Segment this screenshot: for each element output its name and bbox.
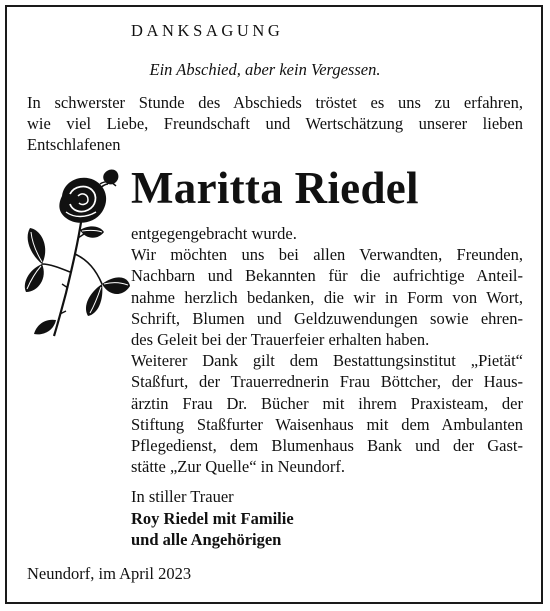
deceased-name: Maritta Riedel bbox=[131, 163, 419, 213]
body-line: des Geleit bei der Trauerfeier erhalten haben. bbox=[131, 329, 430, 349]
body-line: Schrift, Blumen und Geldzuwendungen sowie ehren- bbox=[131, 308, 523, 328]
notice-subheading: Ein Abschied, aber kein Vergessen. bbox=[149, 60, 381, 79]
body-line: entgegengebracht wurde. bbox=[131, 224, 297, 243]
intro-paragraph bbox=[27, 92, 523, 155]
body-line: Weiterer Dank gilt dem Bestattungsinstitut „Pietät“ bbox=[131, 351, 523, 371]
signature-block bbox=[131, 486, 294, 551]
body-line: ärztin Frau Dr. Bücher mit ihrem Praxisteam, der bbox=[131, 393, 523, 413]
intro-line: wie viel Liebe, Freundschaft und Wertschätzung unserer lieben bbox=[27, 114, 523, 133]
body-line: Wir möchten uns bei allen Verwandten, Freunden, bbox=[131, 245, 523, 265]
intro-line: Entschlafenen bbox=[27, 135, 121, 154]
place-date: Neundorf, im April 2023 bbox=[27, 564, 192, 583]
body-line: nahme herzlich bedanken, die wir in Form von Wort, bbox=[131, 287, 523, 307]
family-name: Roy Riedel mit Familie bbox=[131, 508, 294, 528]
body-line: Pflegedienst, dem Blumenhaus Bank und der Gast- bbox=[131, 435, 523, 455]
relatives-line: und alle Angehörigen bbox=[131, 530, 282, 549]
notice-heading: DANKSAGUNG bbox=[131, 21, 284, 40]
intro-line: In schwerster Stunde des Abschieds tröstet es uns zu erfahren, bbox=[27, 93, 523, 112]
mourning-line: In stiller Trauer bbox=[131, 487, 234, 506]
body-line: Staßfurt, der Trauerrednerin Frau Böttcher, der Haus- bbox=[131, 372, 523, 392]
rose-icon bbox=[20, 168, 132, 338]
body-line: stätte „Zur Quelle“ in Neundorf. bbox=[131, 457, 345, 477]
body-paragraph bbox=[131, 223, 523, 477]
body-line: Nachbarn und Bekannten für die aufrichtige Anteil- bbox=[131, 266, 523, 286]
body-line: Stiftung Staßfurter Waisenhaus mit dem Ambulanten bbox=[131, 414, 523, 434]
